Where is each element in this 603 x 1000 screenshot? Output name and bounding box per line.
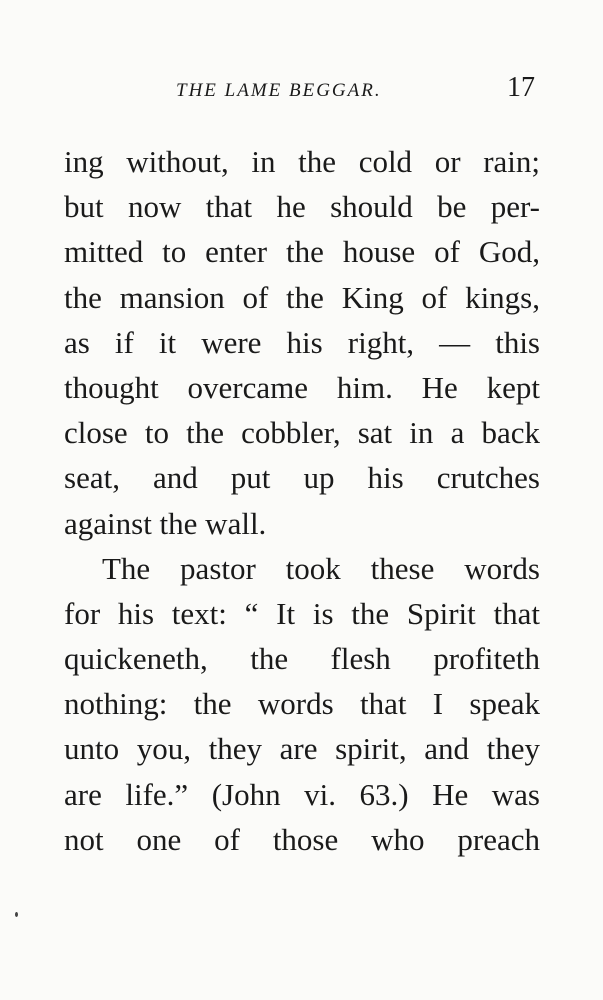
running-title: THE LAME BEGGAR. [176,80,382,101]
text-line-paragraph-start: The pastor took these words [102,550,540,586]
text-line: mitted to enter the house of God, [64,234,540,270]
page-number: 17 [507,72,535,103]
text-line: ing without, in the cold or rain; [64,144,540,179]
text-line: the mansion of the King of kings, [64,279,540,315]
text-line-paragraph-end: against the wall. [64,505,267,541]
text-line: for his text: “ It is the Spirit that [64,595,540,631]
text-line: nothing: the words that I speak [64,686,540,722]
text-line: unto you, they are spirit, and they [64,731,540,767]
text-line: close to the cobbler, sat in a back [64,415,540,451]
text-line: quickeneth, the flesh profiteth [64,641,540,677]
text-line: thought overcame him. He kept [64,369,540,405]
text-line: but now that he should be per- [64,189,540,225]
text-line: seat, and put up his crutches [64,460,540,496]
text-line: not one of those who preach [64,821,540,857]
text-line: are life.” (John vi. 63.) He was [64,776,540,812]
running-head [0,72,603,112]
paper-speck [15,912,18,917]
text-line: as if it were his right, — this [64,324,540,360]
body-text [64,142,540,865]
